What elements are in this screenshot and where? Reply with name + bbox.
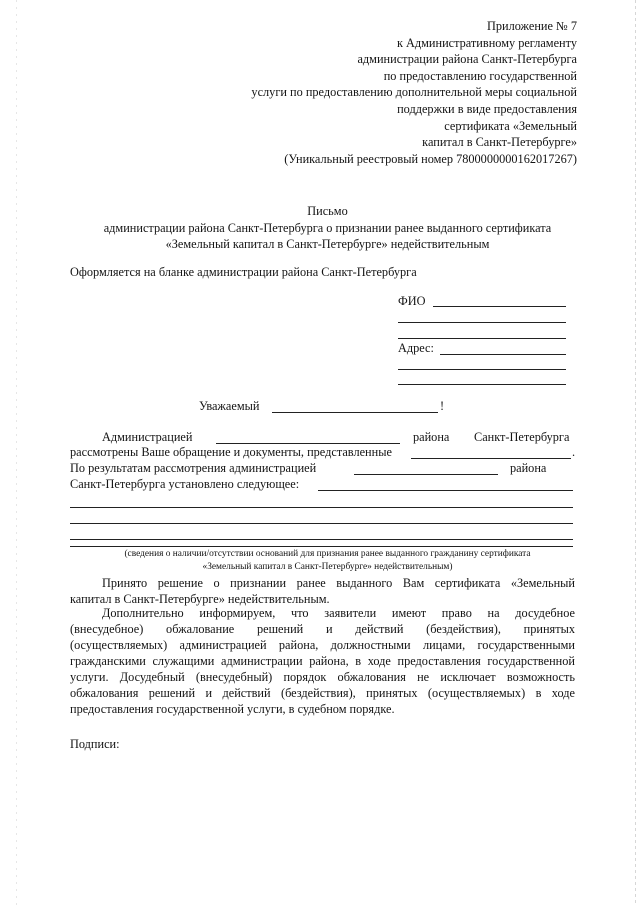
fio-blank-line[interactable]: [398, 322, 566, 323]
signatures-label: Подписи:: [70, 737, 120, 751]
fio-blank[interactable]: [433, 306, 566, 307]
fio-label: ФИО: [398, 294, 426, 308]
body-text: Администрацией: [102, 430, 193, 444]
info-line: обжалования решений и действий (бездействия), принятых (осуществляемых) в ходе: [70, 686, 575, 700]
decision-line: капитал в Санкт-Петербурге» недействительным.: [70, 592, 330, 606]
appendix-line: услуги по предоставлению дополнительной меры социальной: [251, 85, 577, 100]
salutation-name-blank[interactable]: [272, 412, 438, 413]
salutation-word: Уважаемый: [199, 399, 260, 413]
address-blank-line[interactable]: [398, 369, 566, 370]
body-text: района: [413, 430, 450, 444]
caption-line: (сведения о наличии/отсутствии оснований для признания ранее выданного гражданину сертификата: [124, 549, 531, 559]
district-blank-2[interactable]: [354, 474, 498, 475]
letter-title: Письмо: [307, 204, 348, 218]
letter-title-block: [60, 203, 595, 253]
body-text: района: [510, 461, 547, 475]
appendix-line: администрации района Санкт-Петербурга: [357, 52, 577, 67]
district-blank[interactable]: [216, 443, 400, 444]
salutation-end: !: [440, 399, 445, 413]
info-line: гражданскими служащими администрации района, в ходе предоставления государственной: [70, 654, 575, 668]
findings-caption: [60, 548, 595, 573]
appendix-line: по предоставлению государственной: [383, 68, 577, 83]
appendix-line: к Административному регламенту: [396, 35, 577, 50]
scan-edge-left: [16, 0, 17, 905]
body-text: .: [572, 445, 576, 459]
info-line: (внесудебное) обжалование решений и действий (бездействия), принятых: [70, 622, 575, 636]
address-label: Адрес:: [398, 341, 434, 355]
letter-subtitle-line: администрации района Санкт-Петербурга о признании ранее выданного сертификата: [103, 220, 552, 235]
decision-line: Принято решение о признании ранее выданного Вам сертификата «Земельный: [102, 576, 575, 590]
findings-line[interactable]: [70, 507, 573, 508]
address-blank-line[interactable]: [398, 384, 566, 385]
letter-subtitle-line: «Земельный капитал в Санкт-Петербурге» недействительным: [165, 237, 490, 252]
appendix-line: сертификата «Земельный: [444, 118, 577, 133]
appendix-line: (Уникальный реестровый номер 7800000000162017267): [284, 151, 577, 166]
body-text: Санкт-Петербурга: [474, 430, 570, 444]
body-text: рассмотрены Ваше обращение и документы, представленные: [70, 445, 392, 459]
appendix-line: поддержки в виде предоставления: [397, 101, 577, 116]
fio-blank-line[interactable]: [398, 338, 566, 339]
appendix-line: Приложение № 7: [486, 19, 577, 33]
info-line: услуги. Досудебный (внесудебный) порядок обжалования не исключает возможность: [70, 670, 575, 684]
address-blank[interactable]: [440, 354, 566, 355]
info-line: (осуществляемых) администрацией района, должностными лицами, государственными: [70, 638, 575, 652]
date-blank[interactable]: [411, 458, 571, 459]
letterhead-note: Оформляется на бланке администрации района Санкт-Петербурга: [70, 265, 417, 279]
caption-line: «Земельный капитал в Санкт-Петербурге» недействительным): [202, 561, 453, 572]
findings-line[interactable]: [70, 539, 573, 540]
findings-line[interactable]: [70, 523, 573, 524]
findings-blank[interactable]: [318, 490, 573, 491]
findings-line[interactable]: [70, 546, 573, 547]
scan-edge-right: [635, 0, 636, 905]
info-line: Дополнительно информируем, что заявители имеют право на досудебное: [102, 606, 575, 620]
appendix-header: [251, 18, 577, 167]
info-line: предоставления государственной услуги, в судебном порядке.: [70, 702, 395, 716]
appendix-line: капитал в Санкт-Петербурге»: [422, 135, 577, 150]
body-text: Санкт-Петербурга установлено следующее:: [70, 477, 300, 491]
body-text: По результатам рассмотрения администрацией: [70, 461, 317, 475]
